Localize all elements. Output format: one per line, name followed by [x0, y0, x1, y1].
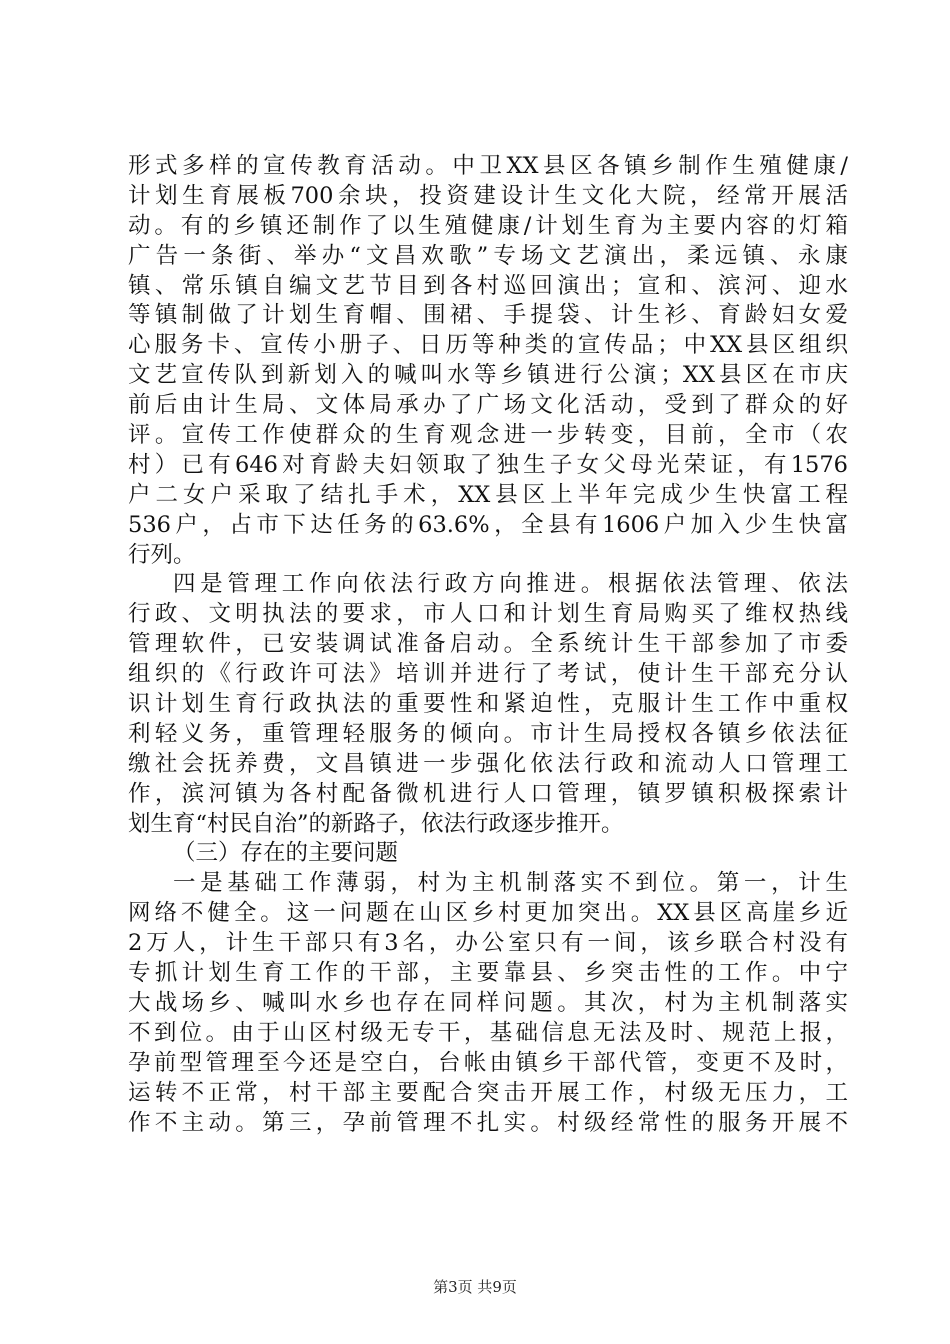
body-text [128, 152, 848, 1138]
paragraph-start-line: 四是管理工作向依法行政方向推进。根据依法管理、依法 [173, 571, 848, 598]
text-line: 心服务卡、宣传小册子、日历等种类的宣传品；中XX县区组织 [128, 332, 848, 359]
text-line: 利轻义务，重管理轻服务的倾向。市计生局授权各镇乡依法征 [128, 720, 848, 747]
text-line: 村）已有646对育龄夫妇领取了独生子女父母光荣证，有1576 [128, 451, 848, 478]
text-line: 网络不健全。这一问题在山区乡村更加突出。XX县区高崖乡近 [128, 900, 848, 927]
paragraph-start-line: 一是基础工作薄弱，村为主机制落实不到位。第一，计生 [173, 870, 848, 897]
text-line: 户二女户采取了结扎手术，XX县区上半年完成少生快富工程 [128, 481, 848, 508]
text-line: 管理软件，已安装调试准备启动。全系统计生干部参加了市委 [128, 631, 848, 658]
text-line: 536户，占市下达任务的63.6%，全县有1606户加入少生快富 [128, 511, 848, 538]
paragraph-end-line: 划生育“村民自治”的新路子，依法行政逐步推开。 [128, 810, 624, 837]
paragraph-end-line: 行列。 [128, 541, 196, 568]
text-line: 不到位。由于山区村级无专干，基础信息无法及时、规范上报， [128, 1019, 848, 1046]
text-line: 运转不正常，村干部主要配合突击开展工作，村级无压力，工 [128, 1079, 848, 1106]
text-line: 广告一条街、举办“文昌欢歌”专场文艺演出，柔远镇、永康 [128, 242, 848, 269]
text-line: 识计划生育行政执法的重要性和紧迫性，克服计生工作中重权 [128, 691, 848, 718]
text-line: 孕前型管理至今还是空白，台帐由镇乡干部代管，变更不及时， [128, 1049, 848, 1076]
text-line: 等镇制做了计划生育帽、围裙、手提袋、计生衫、育龄妇女爱 [128, 302, 848, 329]
text-line: 专抓计划生育工作的干部，主要靠县、乡突击性的工作。中宁 [128, 960, 848, 987]
text-line: 文艺宣传队到新划入的喊叫水等乡镇进行公演；XX县区在市庆 [128, 362, 848, 389]
text-line: 前后由计生局、文体局承办了广场文化活动，受到了群众的好 [128, 392, 848, 419]
text-line: 2万人，计生干部只有3名，办公室只有一间，该乡联合村没有 [128, 930, 848, 957]
section-heading: （三）存在的主要问题 [173, 840, 399, 867]
text-line: 作，滨河镇为各村配备微机进行人口管理，镇罗镇积极探索计 [128, 780, 848, 807]
text-line: 行政、文明执法的要求，市人口和计划生育局购买了维权热线 [128, 601, 848, 628]
text-line: 作不主动。第三，孕前管理不扎实。村级经常性的服务开展不 [128, 1109, 848, 1136]
text-line: 组织的《行政许可法》培训并进行了考试，使计生干部充分认 [128, 661, 848, 688]
text-line: 动。有的乡镇还制作了以生殖健康/计划生育为主要内容的灯箱 [128, 212, 848, 239]
text-line: 缴社会抚养费，文昌镇进一步强化依法行政和流动人口管理工 [128, 750, 848, 777]
text-line: 大战场乡、喊叫水乡也存在同样问题。其次，村为主机制落实 [128, 989, 848, 1016]
text-line: 镇、常乐镇自编文艺节目到各村巡回演出；宣和、滨河、迎水 [128, 272, 848, 299]
text-line: 评。宣传工作使群众的生育观念进一步转变，目前，全市（农 [128, 422, 848, 449]
text-line: 计划生育展板700余块，投资建设计生文化大院，经常开展活 [128, 182, 848, 209]
page-number-footer: 第3页 共9页 [433, 1278, 517, 1296]
text-line: 形式多样的宣传教育活动。中卫XX县区各镇乡制作生殖健康/ [128, 153, 848, 179]
